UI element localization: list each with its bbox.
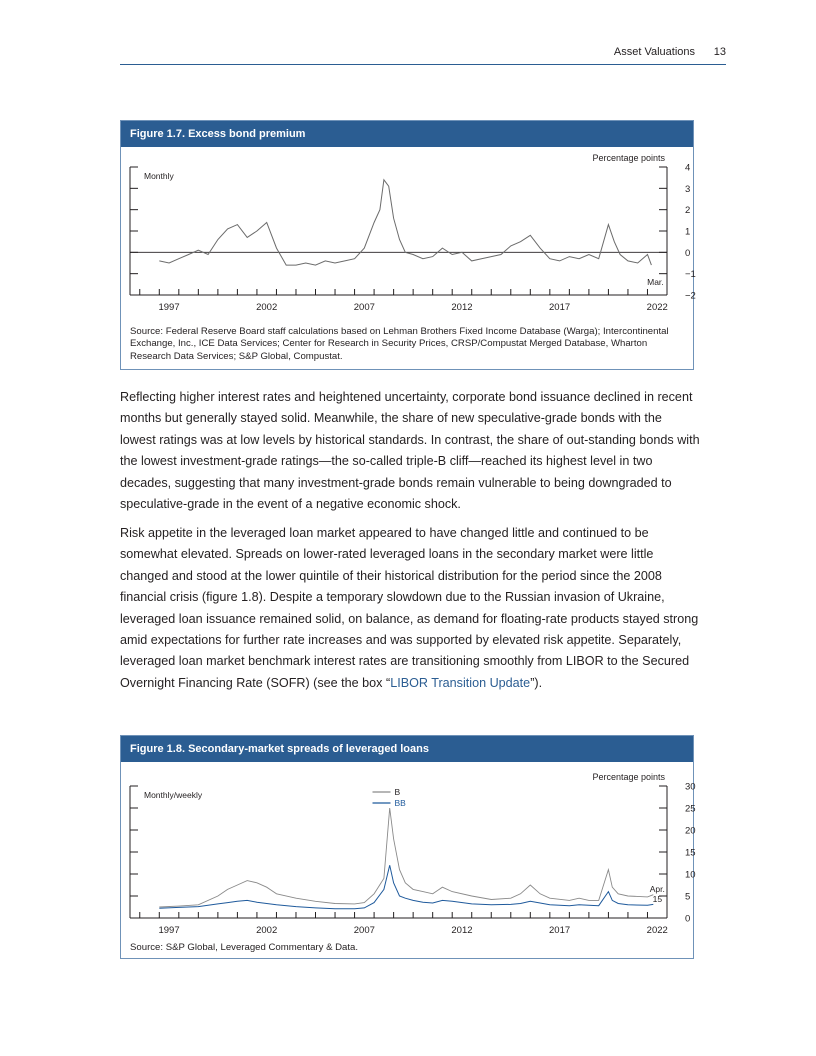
y-tick-label: 1 [685,226,691,238]
body-paragraph-1 [120,387,700,523]
end-date-annotation: Apr. [649,884,665,894]
figure-title: Figure 1.7. Excess bond premium [121,121,693,147]
y-tick-label: −2 [685,290,696,302]
x-tick-label: 1997 [158,302,180,313]
paragraph-text: Reflecting higher interest rates and heightened uncertainty, corporate bond issuance declined in recent months but generally stayed solid. Meanwhile, the share of new speculative-grade bonds with the lowest ratings was at low levels by historical standards. In contrast, the share of out-standing bonds with the lowest investment-grade ratings—the so-called triple-B cliff—reached its highest level in two decades, suggesting that many investment-grade bonds remain vulnerable to being downgraded to speculative-grade in the event of a negative economic shock. [120,390,700,512]
y-tick-label: 3 [685,183,691,195]
figure-source: Source: Federal Reserve Board staff calculations based on Lehman Brothers Fixed Income Database (Warga); Intercontinental Exchange, Inc., ICE Data Services; Center for Research in Security Prices, CRSP/Compustat Merged Database, Wharton Research Data Services; S&P Global, Compustat. [130,326,669,362]
legend-label: B [394,787,401,797]
y-tick-label: 15 [685,847,696,859]
y-tick-label: 4 [685,162,691,174]
x-tick-label: 2022 [646,302,668,313]
x-tick-label: 2002 [256,925,278,936]
legend-label: BB [394,798,406,808]
frequency-label: Monthly/weekly [144,790,203,800]
x-tick-label: 2007 [353,925,375,936]
y-tick-label: 5 [685,891,691,903]
x-tick-label: 1997 [158,925,180,936]
libor-transition-link[interactable]: LIBOR Transition Update [390,675,531,690]
x-tick-label: 2002 [256,302,278,313]
paragraph-text-end: ”). [530,675,543,690]
y-tick-label: 30 [685,781,696,793]
section-title: Asset Valuations [613,46,695,58]
paragraph-text [120,523,700,694]
body-paragraph-2 [120,523,700,702]
paragraph-text-start: Risk appetite in the leveraged loan market appeared to have changed little and continued to be somewhat elevated. Spreads on lower-rated leveraged loans in the secondary market were little changed and stood at the lower quintile of their historical distribution for the period since the 2008 financial crisis (figure 1.8). Despite a temporary slowdown due to the Russian invasion of Ukraine, leveraged loan issuance remained solid, on balance, as demand for floating-rate products stayed strong amid expectations for further rate increases and was supported by elevated risk appetite. Separately, leveraged loan market benchmark interest rates are transitioning smoothly from LIBOR to the Secured Overnight Financing Rate (SOFR) (see the box “ [120,526,699,690]
y-tick-label: 10 [685,869,696,881]
x-tick-label: 2007 [353,302,375,313]
y-tick-label: −1 [685,269,696,281]
y-tick-label: 0 [685,247,691,259]
figure-excess-bond-premium [120,120,694,370]
figure-title: Figure 1.8. Secondary-market spreads of leveraged loans [121,736,693,762]
x-tick-label: 2012 [451,302,473,313]
y-tick-label: 2 [685,205,691,217]
y-axis-unit-label: Percentage points [592,772,665,782]
end-value-annotation: 15 [652,894,663,904]
figure-source: Source: S&P Global, Leveraged Commentary & Data. [130,942,359,953]
figure-leveraged-loan-spreads [120,735,694,959]
leveraged-loan-spreads-chart [121,762,696,936]
x-tick-label: 2012 [451,925,473,936]
page-number: 13 [713,46,726,58]
x-tick-label: 2022 [646,925,668,936]
excess-bond-premium-chart [121,147,696,313]
x-tick-label: 2017 [549,925,571,936]
y-tick-label: 0 [685,913,691,925]
running-head [120,40,726,65]
x-tick-label: 2017 [549,302,571,313]
frequency-label: Monthly [144,171,174,181]
y-tick-label: 20 [685,825,696,837]
series-line-b [159,808,653,907]
y-tick-label: 25 [685,803,696,815]
y-axis-unit-label: Percentage points [592,153,665,163]
end-date-annotation: Mar. [647,277,664,287]
